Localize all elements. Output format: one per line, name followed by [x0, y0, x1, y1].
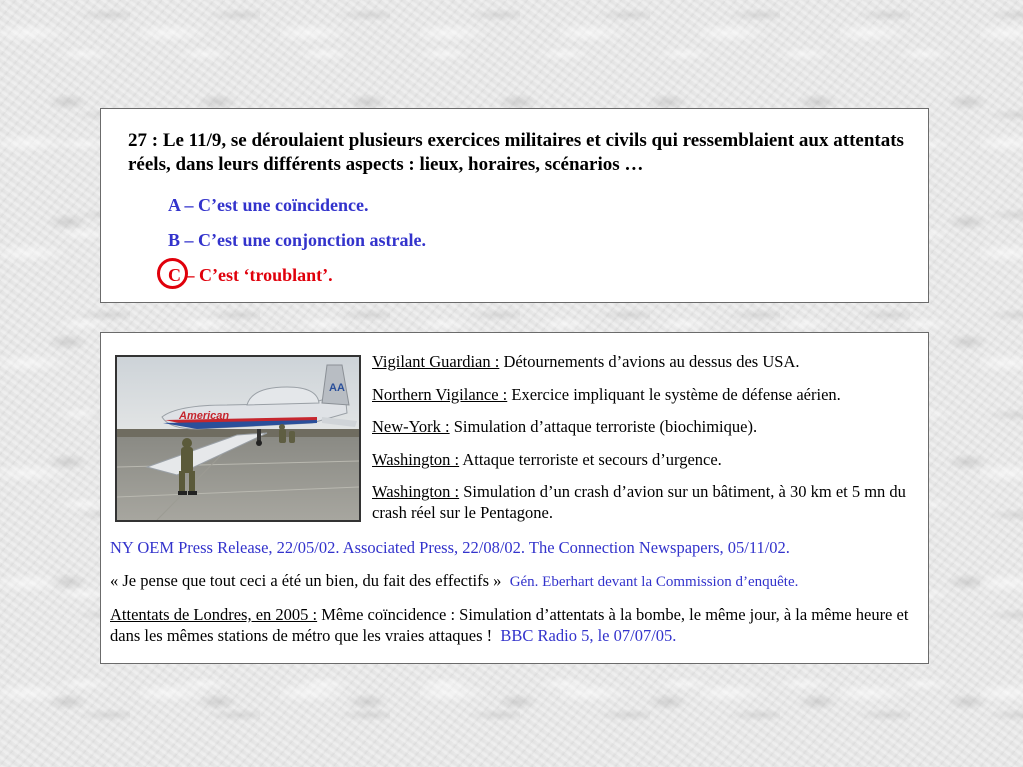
quote-text: « Je pense que tout ceci a été un bien, du fait des effectifs »: [110, 571, 502, 590]
exercise-desc: Détournements d’avions au dessus des USA.: [499, 352, 800, 371]
exercise-washington-2: [372, 481, 922, 523]
exercise-desc: Exercice impliquant le système de défense aérien.: [507, 385, 841, 404]
exercise-northern-vigilance: [372, 384, 841, 405]
exercise-name: New-York :: [372, 417, 450, 436]
london-paragraph: [110, 604, 925, 646]
exercise-name: Vigilant Guardian :: [372, 352, 500, 371]
exercise-name: Washington :: [372, 450, 460, 469]
london-title: Attentats de Londres, en 2005 :: [110, 605, 318, 624]
exercise-vigilant-guardian: [372, 351, 799, 372]
airplane-illustration: [117, 357, 359, 520]
question-text: 27 : Le 11/9, se déroulaient plusieurs exercices militaires et civils qui ressemblaient aux attentats réels, dans leurs différents aspects : lieux, horaires, scénarios …: [128, 130, 904, 175]
sources-line: NY OEM Press Release, 22/05/02. Associated Press, 22/08/02. The Connection Newspapers, 05/11/02.: [110, 538, 790, 557]
exercise-washington-1: [372, 449, 722, 470]
tail-logo: AA: [329, 382, 345, 394]
answer-b: B – C’est une conjonction astrale.: [168, 230, 426, 250]
london-source: BBC Radio 5, le 07/07/05.: [500, 626, 677, 645]
london-text: Même coïncidence : Simulation d’attentats à la bombe, le même jour, à la même heure et dans les mêmes stations de métro que les vraies attaques !: [110, 605, 909, 645]
exercise-name: Northern Vigilance :: [372, 385, 508, 404]
exercise-name: Washington :: [372, 482, 460, 501]
question-box: [100, 108, 929, 303]
exercise-desc: Simulation d’attaque terroriste (biochimique).: [449, 417, 758, 436]
quote-line: [110, 570, 798, 593]
exercise-new-york: [372, 416, 757, 437]
exercise-desc: Attaque terroriste et secours d’urgence.: [459, 450, 722, 469]
info-box: [100, 332, 929, 664]
answer-a: A – C’est une coïncidence.: [168, 195, 369, 215]
fuselage-logo: American: [179, 410, 230, 422]
quote-attribution: Gén. Eberhart devant la Commission d’enquête.: [509, 574, 799, 590]
answer-c: C – C’est ‘troublant’.: [168, 265, 333, 285]
airplane-photo: [115, 355, 361, 522]
exercise-desc: Simulation d’un crash d’avion sur un bâtiment, à 30 km et 5 mn du crash réel sur le Pentagone.: [372, 482, 906, 522]
answer-c-circle-marker: [157, 258, 188, 289]
